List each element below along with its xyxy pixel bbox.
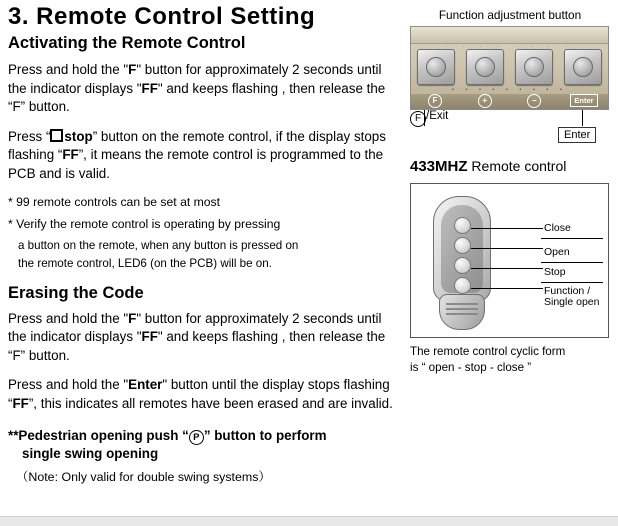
text-frag: " and keeps flashing , then release the “F” button. bbox=[8, 329, 386, 363]
remote-grip bbox=[439, 294, 485, 330]
pedestrian-note-line2: single swing opening bbox=[22, 446, 159, 462]
note-max-remotes: * 99 remote controls can be set at most bbox=[8, 195, 221, 210]
pcb-label-enter-text: Enter bbox=[570, 94, 597, 107]
pcb-button-minus[interactable] bbox=[515, 49, 553, 85]
text-frag: Press and hold the " bbox=[8, 62, 129, 78]
remote-label-close: Close bbox=[544, 222, 571, 234]
text-bold-enter: Enter bbox=[128, 377, 163, 393]
note-verify-line2: a button on the remote, when any button is pressed on bbox=[18, 238, 299, 252]
text-frag: ”, this indicates all remotes have been erased and are invalid. bbox=[28, 395, 393, 411]
text-frag: Press “ bbox=[8, 128, 51, 144]
remote-button-stop[interactable] bbox=[454, 257, 471, 274]
remote-heading-freq: 433MHZ bbox=[410, 158, 468, 175]
callout-line-right bbox=[582, 110, 583, 126]
pcb-callouts bbox=[410, 110, 609, 146]
pedestrian-p-icon: P bbox=[189, 430, 204, 445]
pedestrian-note bbox=[8, 427, 402, 463]
activating-paragraph-1 bbox=[8, 61, 402, 117]
text-bold-ff: FF bbox=[141, 80, 158, 96]
remote-button-close[interactable] bbox=[454, 217, 471, 234]
f-circle-icon: F bbox=[410, 111, 426, 127]
text-frag: **Pedestrian opening push “ bbox=[8, 428, 189, 444]
pcb-button-plus[interactable] bbox=[466, 49, 504, 85]
label-divider-3 bbox=[541, 282, 603, 283]
text-frag: " button until the display stops flashing “ bbox=[8, 377, 390, 411]
label-divider-2 bbox=[541, 262, 603, 263]
text-bold-f: F bbox=[128, 310, 137, 326]
remote-label-stop: Stop bbox=[544, 266, 566, 278]
pedestrian-paren-note: （Note: Only valid for double swing systems） bbox=[16, 470, 271, 485]
text-frag: " button for approximately 2 seconds until the indicator displays " bbox=[8, 310, 382, 345]
remote-label-open: Open bbox=[544, 246, 570, 258]
pcb-photo bbox=[410, 26, 609, 110]
text-bold-ff: FF bbox=[62, 147, 79, 163]
remote-shell bbox=[433, 196, 491, 302]
leader-line-open bbox=[471, 248, 543, 249]
right-figure-column bbox=[410, 8, 610, 375]
remote-caption-line2: is “ open - stop - close ” bbox=[410, 360, 532, 374]
label-divider-1 bbox=[541, 238, 603, 239]
pcb-figure-caption: Function adjustment button bbox=[438, 8, 582, 22]
text-frag: Press and hold the " bbox=[8, 310, 129, 326]
leader-line-function bbox=[471, 288, 543, 289]
activating-paragraph-2 bbox=[8, 128, 402, 184]
stop-square-icon bbox=[50, 129, 63, 142]
text-frag: " and keeps flashing , then release the “F” button. bbox=[8, 80, 386, 115]
text-frag: ” button on the remote control, if the display stops flashing “ bbox=[8, 128, 386, 163]
erasing-paragraph-2 bbox=[8, 376, 402, 413]
pcb-button-labels bbox=[417, 94, 602, 108]
remote-figure-heading bbox=[410, 158, 610, 175]
leader-line-close bbox=[471, 228, 543, 229]
text-frag: ”, it means the remote control is programmed to the PCB and is valid. bbox=[8, 147, 384, 181]
text-bold-stop: stop bbox=[64, 128, 93, 144]
pcb-label-f-text: F bbox=[428, 94, 442, 108]
text-frag: ” button to perform bbox=[203, 428, 327, 444]
remote-diagram bbox=[410, 183, 609, 338]
pcb-label-minus bbox=[516, 94, 552, 108]
remote-label-single-open: Single open bbox=[544, 296, 600, 308]
remote-button-open[interactable] bbox=[454, 237, 471, 254]
text-bold-ff: FF bbox=[141, 329, 158, 345]
section-heading-erasing: Erasing the Code bbox=[8, 283, 144, 302]
remote-heading-rest: Remote control bbox=[467, 158, 567, 174]
note-verify-line1: * Verify the remote control is operating by pressing bbox=[8, 216, 281, 231]
callout-f-exit bbox=[410, 110, 609, 127]
remote-label-function: Function / bbox=[544, 285, 591, 297]
erasing-paragraph-1 bbox=[8, 310, 402, 366]
leader-line-stop bbox=[471, 268, 543, 269]
page-footer-band bbox=[0, 516, 618, 526]
pcb-button-enter[interactable] bbox=[564, 49, 602, 85]
pcb-label-f bbox=[417, 94, 453, 108]
text-frag: Press and hold the " bbox=[8, 377, 129, 393]
remote-grip-ridges bbox=[446, 303, 478, 305]
callout-enter-box: Enter bbox=[558, 127, 596, 143]
text-bold-ff: FF bbox=[12, 395, 29, 411]
pcb-silkscreen-bottom: ▪ ▪ ▪ ▪ ▪ ▪ ▪ ▪ ▪ bbox=[452, 87, 567, 93]
callout-line-left bbox=[424, 110, 425, 126]
text-bold-f: F bbox=[128, 62, 137, 78]
section-heading-activating: Activating the Remote Control bbox=[8, 34, 246, 53]
text-frag: " button for approximately 2 seconds until the indicator displays " bbox=[8, 62, 382, 96]
remote-body bbox=[433, 196, 491, 328]
note-verify-line3: the remote control, LED6 (on the PCB) will be on. bbox=[18, 256, 272, 270]
pcb-board-top-edge bbox=[411, 27, 608, 44]
pcb-label-plus-text: + bbox=[478, 94, 492, 108]
pcb-button-row bbox=[417, 49, 602, 85]
remote-caption-line1: The remote control cyclic form bbox=[410, 345, 566, 358]
pcb-label-plus bbox=[467, 94, 503, 108]
pcb-button-f[interactable] bbox=[417, 49, 455, 85]
remote-figure-caption bbox=[410, 344, 609, 375]
pcb-label-minus-text: − bbox=[527, 94, 541, 108]
remote-button-function[interactable] bbox=[454, 277, 471, 294]
pcb-silkscreen-top: · · · · · · · · bbox=[445, 44, 574, 49]
page-title: 3. Remote Control Setting bbox=[8, 3, 316, 30]
left-text-column bbox=[8, 4, 402, 485]
pcb-label-enter bbox=[566, 94, 602, 108]
callout-f-exit-text: /Exit bbox=[426, 110, 449, 122]
